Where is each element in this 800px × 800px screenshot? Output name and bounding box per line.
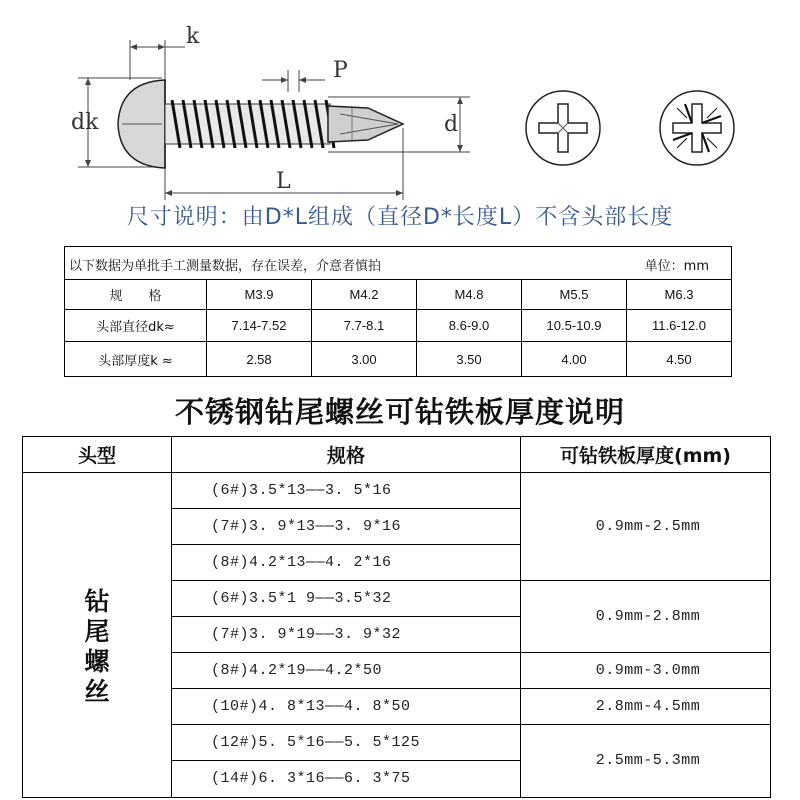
header-head-type: 头型: [23, 437, 171, 473]
spec-cell: (8#)4.2*19——4.2*50: [211, 662, 383, 679]
table-cell: 2.58: [207, 342, 312, 376]
grid-line: [520, 437, 521, 797]
table-cell: M3.9: [207, 280, 312, 309]
pozidriv-head-icon: [660, 91, 734, 165]
spec-cell: (6#)3.5*1 9——3.5*32: [211, 590, 392, 607]
drilling-capacity-table: [22, 436, 771, 798]
row-label: 头部直径dk≈: [65, 310, 207, 341]
k-label: k: [186, 24, 200, 49]
header-thickness: 可钻铁板厚度(mm): [521, 437, 770, 473]
grid-line: [171, 437, 172, 797]
table-cell: M4.2: [312, 280, 417, 309]
screw-dimension-drawing: [0, 0, 800, 205]
unit-label: 单位：mm: [644, 259, 709, 274]
table-cell: M6.3: [664, 287, 694, 302]
table-cell: 10.5-10.9: [522, 310, 627, 341]
phillips-head-icon: [526, 91, 600, 165]
thickness-cell: 0.9mm-2.5mm: [595, 518, 701, 535]
head-type-label: 钻 尾 螺 丝: [84, 587, 110, 706]
table-cell: 4.50: [666, 351, 692, 367]
screw-diagram: [0, 0, 800, 205]
table-row-head-diameter: [65, 310, 731, 342]
dimension-caption: 尺寸说明：由D*L组成（直径D*长度L）不含头部长度: [126, 205, 674, 230]
table-cell: 8.6-9.0: [417, 310, 522, 341]
table-row-spec: [65, 280, 731, 310]
row-label: 头部厚度k ≈: [65, 342, 207, 376]
spec-cell: (7#)3. 9*19——3. 9*32: [211, 626, 402, 643]
table-cell: M5.5: [522, 280, 627, 309]
l-label: L: [276, 169, 291, 194]
table-row-head-thickness: [65, 342, 731, 376]
table-cell: M4.8: [417, 280, 522, 309]
d-label: d: [444, 112, 459, 137]
spec-cell: (6#)3.5*13——3. 5*16: [211, 482, 392, 499]
drill-tip: [328, 106, 403, 142]
dk-label: dk: [71, 110, 99, 135]
screw-shank: [165, 100, 334, 148]
table-cell: 11.6-12.0: [652, 318, 706, 333]
thickness-cell: 0.9mm-2.8mm: [595, 608, 701, 625]
thickness-cell: 0.9mm-3.0mm: [595, 662, 701, 679]
table-cell: 7.14-7.52: [207, 310, 312, 341]
table-notice-row: [65, 247, 731, 280]
table-cell: 4.00: [522, 342, 627, 376]
p-label: P: [333, 58, 348, 83]
spec-cell: (10#)4. 8*13——4. 8*50: [211, 698, 411, 715]
table-cell: 3.00: [312, 342, 417, 376]
screw-head: [118, 80, 165, 168]
spec-cell: (7#)3. 9*13——3. 9*16: [211, 518, 402, 535]
thickness-cell: 2.8mm-4.5mm: [595, 698, 701, 715]
measurement-notice: 以下数据为单批手工测量数据，存在误差，介意者慎拍: [69, 259, 382, 274]
table-cell: 7.7-8.1: [312, 310, 417, 341]
thickness-cell: 2.5mm-5.3mm: [595, 752, 701, 769]
dimension-table: [64, 246, 732, 377]
header-spec: 规格: [172, 437, 520, 473]
spec-cell: (12#)5. 5*16——5. 5*125: [211, 734, 421, 751]
row-label: 规 格: [65, 280, 207, 309]
table-cell: 3.50: [417, 342, 522, 376]
spec-cell: (8#)4.2*13——4. 2*16: [211, 554, 392, 571]
spec-cell: (14#)6. 3*16——6. 3*75: [211, 770, 411, 787]
drilling-capacity-title: 不锈钢钻尾螺丝可钻铁板厚度说明: [174, 395, 625, 429]
